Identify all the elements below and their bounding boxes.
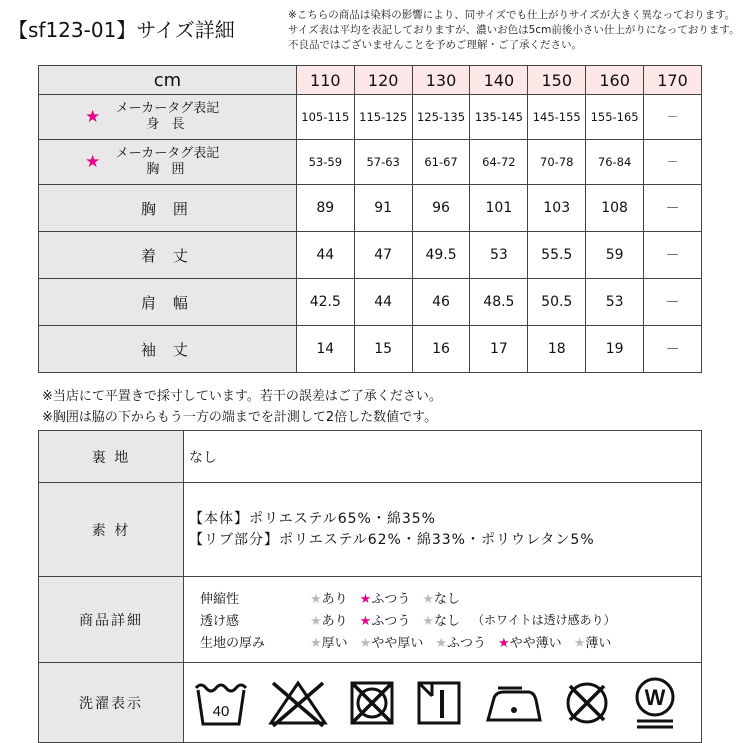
lining-label: 裏 地 xyxy=(39,431,184,483)
table-cell: 49.5 xyxy=(412,232,470,279)
table-cell: 44 xyxy=(296,232,354,279)
table-cell: 155-165 xyxy=(586,95,644,140)
table-row xyxy=(39,279,702,326)
table-row xyxy=(39,185,702,232)
row-label-line: 身 長 xyxy=(146,117,189,132)
line-dry-shade-icon xyxy=(414,678,464,728)
table-cell: 108 xyxy=(586,185,644,232)
low-iron-icon xyxy=(482,678,544,728)
table-cell: 18 xyxy=(528,326,586,373)
table-cell: 70-78 xyxy=(528,140,586,185)
property-option xyxy=(422,588,460,607)
table-cell: 55.5 xyxy=(528,232,586,279)
table-cell: 48.5 xyxy=(470,279,528,326)
row-label: 袖 丈 xyxy=(39,326,297,373)
size-header: 120 xyxy=(354,66,412,95)
table-cell: － xyxy=(644,95,702,140)
row-label-line: メーカータグ表記 xyxy=(115,101,220,116)
option-text: ふつう xyxy=(447,636,487,651)
material-line: 【本体】ポリエステル65%・綿35% xyxy=(189,510,436,527)
star-icon: ★ xyxy=(359,614,372,629)
table-row xyxy=(39,232,702,279)
option-text: やや薄い xyxy=(509,636,562,651)
material-row xyxy=(39,483,702,577)
table-cell: － xyxy=(644,232,702,279)
option-text: なし xyxy=(434,592,461,607)
star-icon: ★ xyxy=(435,636,447,651)
property-option xyxy=(422,610,460,629)
table-cell: 101 xyxy=(470,185,528,232)
table-cell: 53-59 xyxy=(296,140,354,185)
material-line: 【リブ部分】ポリエステル62%・綿33%・ポリウレタン5% xyxy=(189,531,595,548)
table-cell: 91 xyxy=(354,185,412,232)
star-icon: ★ xyxy=(498,636,510,651)
table-cell: 50.5 xyxy=(528,279,586,326)
table-cell: 53 xyxy=(470,232,528,279)
option-text: あり xyxy=(321,592,348,607)
table-cell: 59 xyxy=(586,232,644,279)
notice-line: サイズ表は平均を表記しておりますが、濃いお色は5cm前後小さい仕上がりになっております。 xyxy=(288,24,740,36)
star-icon: ★ xyxy=(310,636,322,651)
product-detail-row xyxy=(39,577,702,663)
star-icon: ★ xyxy=(310,592,322,607)
size-header: 170 xyxy=(644,66,702,95)
option-text: あり xyxy=(321,614,348,629)
wash-temp-label: 40 xyxy=(212,702,230,720)
no-tumble-dry-icon xyxy=(347,678,397,728)
lining-value: なし xyxy=(184,431,702,483)
product-detail-label: 商品詳細 xyxy=(39,577,184,663)
notice-line: 不良品ではございませんことを予めご理解・ご了承ください。 xyxy=(288,39,582,51)
star-icon: ★ xyxy=(85,152,101,172)
size-header: 150 xyxy=(528,66,586,95)
measurement-note: ※当店にて平置きで採寸しています。若干の誤差はご了承ください。 xyxy=(42,389,442,404)
stretch-property xyxy=(200,587,701,609)
size-header: 110 xyxy=(296,66,354,95)
property-name: 透け感 xyxy=(200,614,240,629)
size-header: 130 xyxy=(412,66,470,95)
row-label: 肩 幅 xyxy=(39,279,297,326)
wet-letter: W xyxy=(644,684,666,710)
row-label: 着 丈 xyxy=(39,232,297,279)
star-icon: ★ xyxy=(359,636,372,651)
wash-40-icon xyxy=(193,678,249,728)
table-cell: 17 xyxy=(470,326,528,373)
measurement-note: ※胸囲は脇の下からもう一方の端までを計測して2倍した数値です。 xyxy=(42,410,438,425)
table-cell: － xyxy=(644,140,702,185)
wash-icons xyxy=(184,663,702,743)
material-label: 素 材 xyxy=(39,483,184,577)
option-text: 薄い xyxy=(585,636,612,651)
wash-row xyxy=(39,663,702,743)
wet-clean-icon xyxy=(630,675,680,731)
table-row xyxy=(39,326,702,373)
star-icon: ★ xyxy=(573,636,586,651)
star-icon: ★ xyxy=(422,614,434,629)
table-cell: 89 xyxy=(296,185,354,232)
property-option xyxy=(360,632,424,651)
size-table xyxy=(38,65,702,373)
option-text: 厚い xyxy=(321,636,348,651)
unit-label: cm xyxy=(39,66,297,95)
property-note: （ホワイトは透け感あり） xyxy=(472,613,616,627)
property-option xyxy=(574,632,612,651)
table-cell: 57-63 xyxy=(354,140,412,185)
table-cell: 44 xyxy=(354,279,412,326)
table-cell: 53 xyxy=(586,279,644,326)
table-row xyxy=(39,140,702,185)
notice-line: ※こちらの商品は染料の影響により、同サイズでも仕上がりサイズが大きく異なっております。 xyxy=(288,9,736,21)
table-cell: 19 xyxy=(586,326,644,373)
table-cell: 64-72 xyxy=(470,140,528,185)
size-header: 140 xyxy=(470,66,528,95)
property-name: 伸縮性 xyxy=(200,592,240,607)
table-cell: 47 xyxy=(354,232,412,279)
table-cell: 125-135 xyxy=(412,95,470,140)
property-option-selected xyxy=(498,632,562,651)
row-label-line: 胸 囲 xyxy=(146,162,189,177)
row-label: 胸 囲 xyxy=(39,185,297,232)
star-icon: ★ xyxy=(422,592,434,607)
table-cell: 42.5 xyxy=(296,279,354,326)
table-cell: － xyxy=(644,279,702,326)
table-cell: 61-67 xyxy=(412,140,470,185)
property-option xyxy=(310,632,348,651)
table-cell: － xyxy=(644,326,702,373)
property-option-selected xyxy=(360,610,411,629)
option-text: ふつう xyxy=(371,592,411,607)
table-cell: 115-125 xyxy=(354,95,412,140)
sheerness-property xyxy=(200,609,701,631)
lining-row xyxy=(39,431,702,483)
star-icon: ★ xyxy=(85,107,101,127)
no-bleach-icon xyxy=(267,678,329,728)
table-cell: 14 xyxy=(296,326,354,373)
table-cell: 76-84 xyxy=(586,140,644,185)
size-header-row xyxy=(39,66,702,95)
table-cell: 103 xyxy=(528,185,586,232)
table-cell: － xyxy=(644,185,702,232)
table-cell: 16 xyxy=(412,326,470,373)
wash-label: 洗濯表示 xyxy=(39,663,184,743)
option-text: やや厚い xyxy=(371,636,424,651)
star-icon: ★ xyxy=(359,592,372,607)
property-option xyxy=(310,588,348,607)
row-label-line: メーカータグ表記 xyxy=(115,146,220,161)
table-cell: 96 xyxy=(412,185,470,232)
table-cell: 145-155 xyxy=(528,95,586,140)
table-cell: 15 xyxy=(354,326,412,373)
material-value xyxy=(184,483,702,577)
no-dry-clean-icon xyxy=(562,678,612,728)
property-option xyxy=(310,610,348,629)
row-label xyxy=(39,140,297,185)
product-detail-value xyxy=(184,577,702,663)
size-header: 160 xyxy=(586,66,644,95)
thickness-property xyxy=(200,631,701,653)
option-text: なし xyxy=(434,614,461,629)
row-label xyxy=(39,95,297,140)
property-option-selected xyxy=(360,588,411,607)
table-cell: 105-115 xyxy=(296,95,354,140)
property-option xyxy=(435,632,486,651)
detail-table xyxy=(38,430,702,743)
option-text: ふつう xyxy=(371,614,411,629)
table-cell: 135-145 xyxy=(470,95,528,140)
property-name: 生地の厚み xyxy=(200,636,266,651)
table-cell: 46 xyxy=(412,279,470,326)
page-title: 【sf123-01】サイズ詳細 xyxy=(8,18,235,42)
table-row xyxy=(39,95,702,140)
star-icon: ★ xyxy=(310,614,322,629)
dye-notice xyxy=(288,8,740,53)
